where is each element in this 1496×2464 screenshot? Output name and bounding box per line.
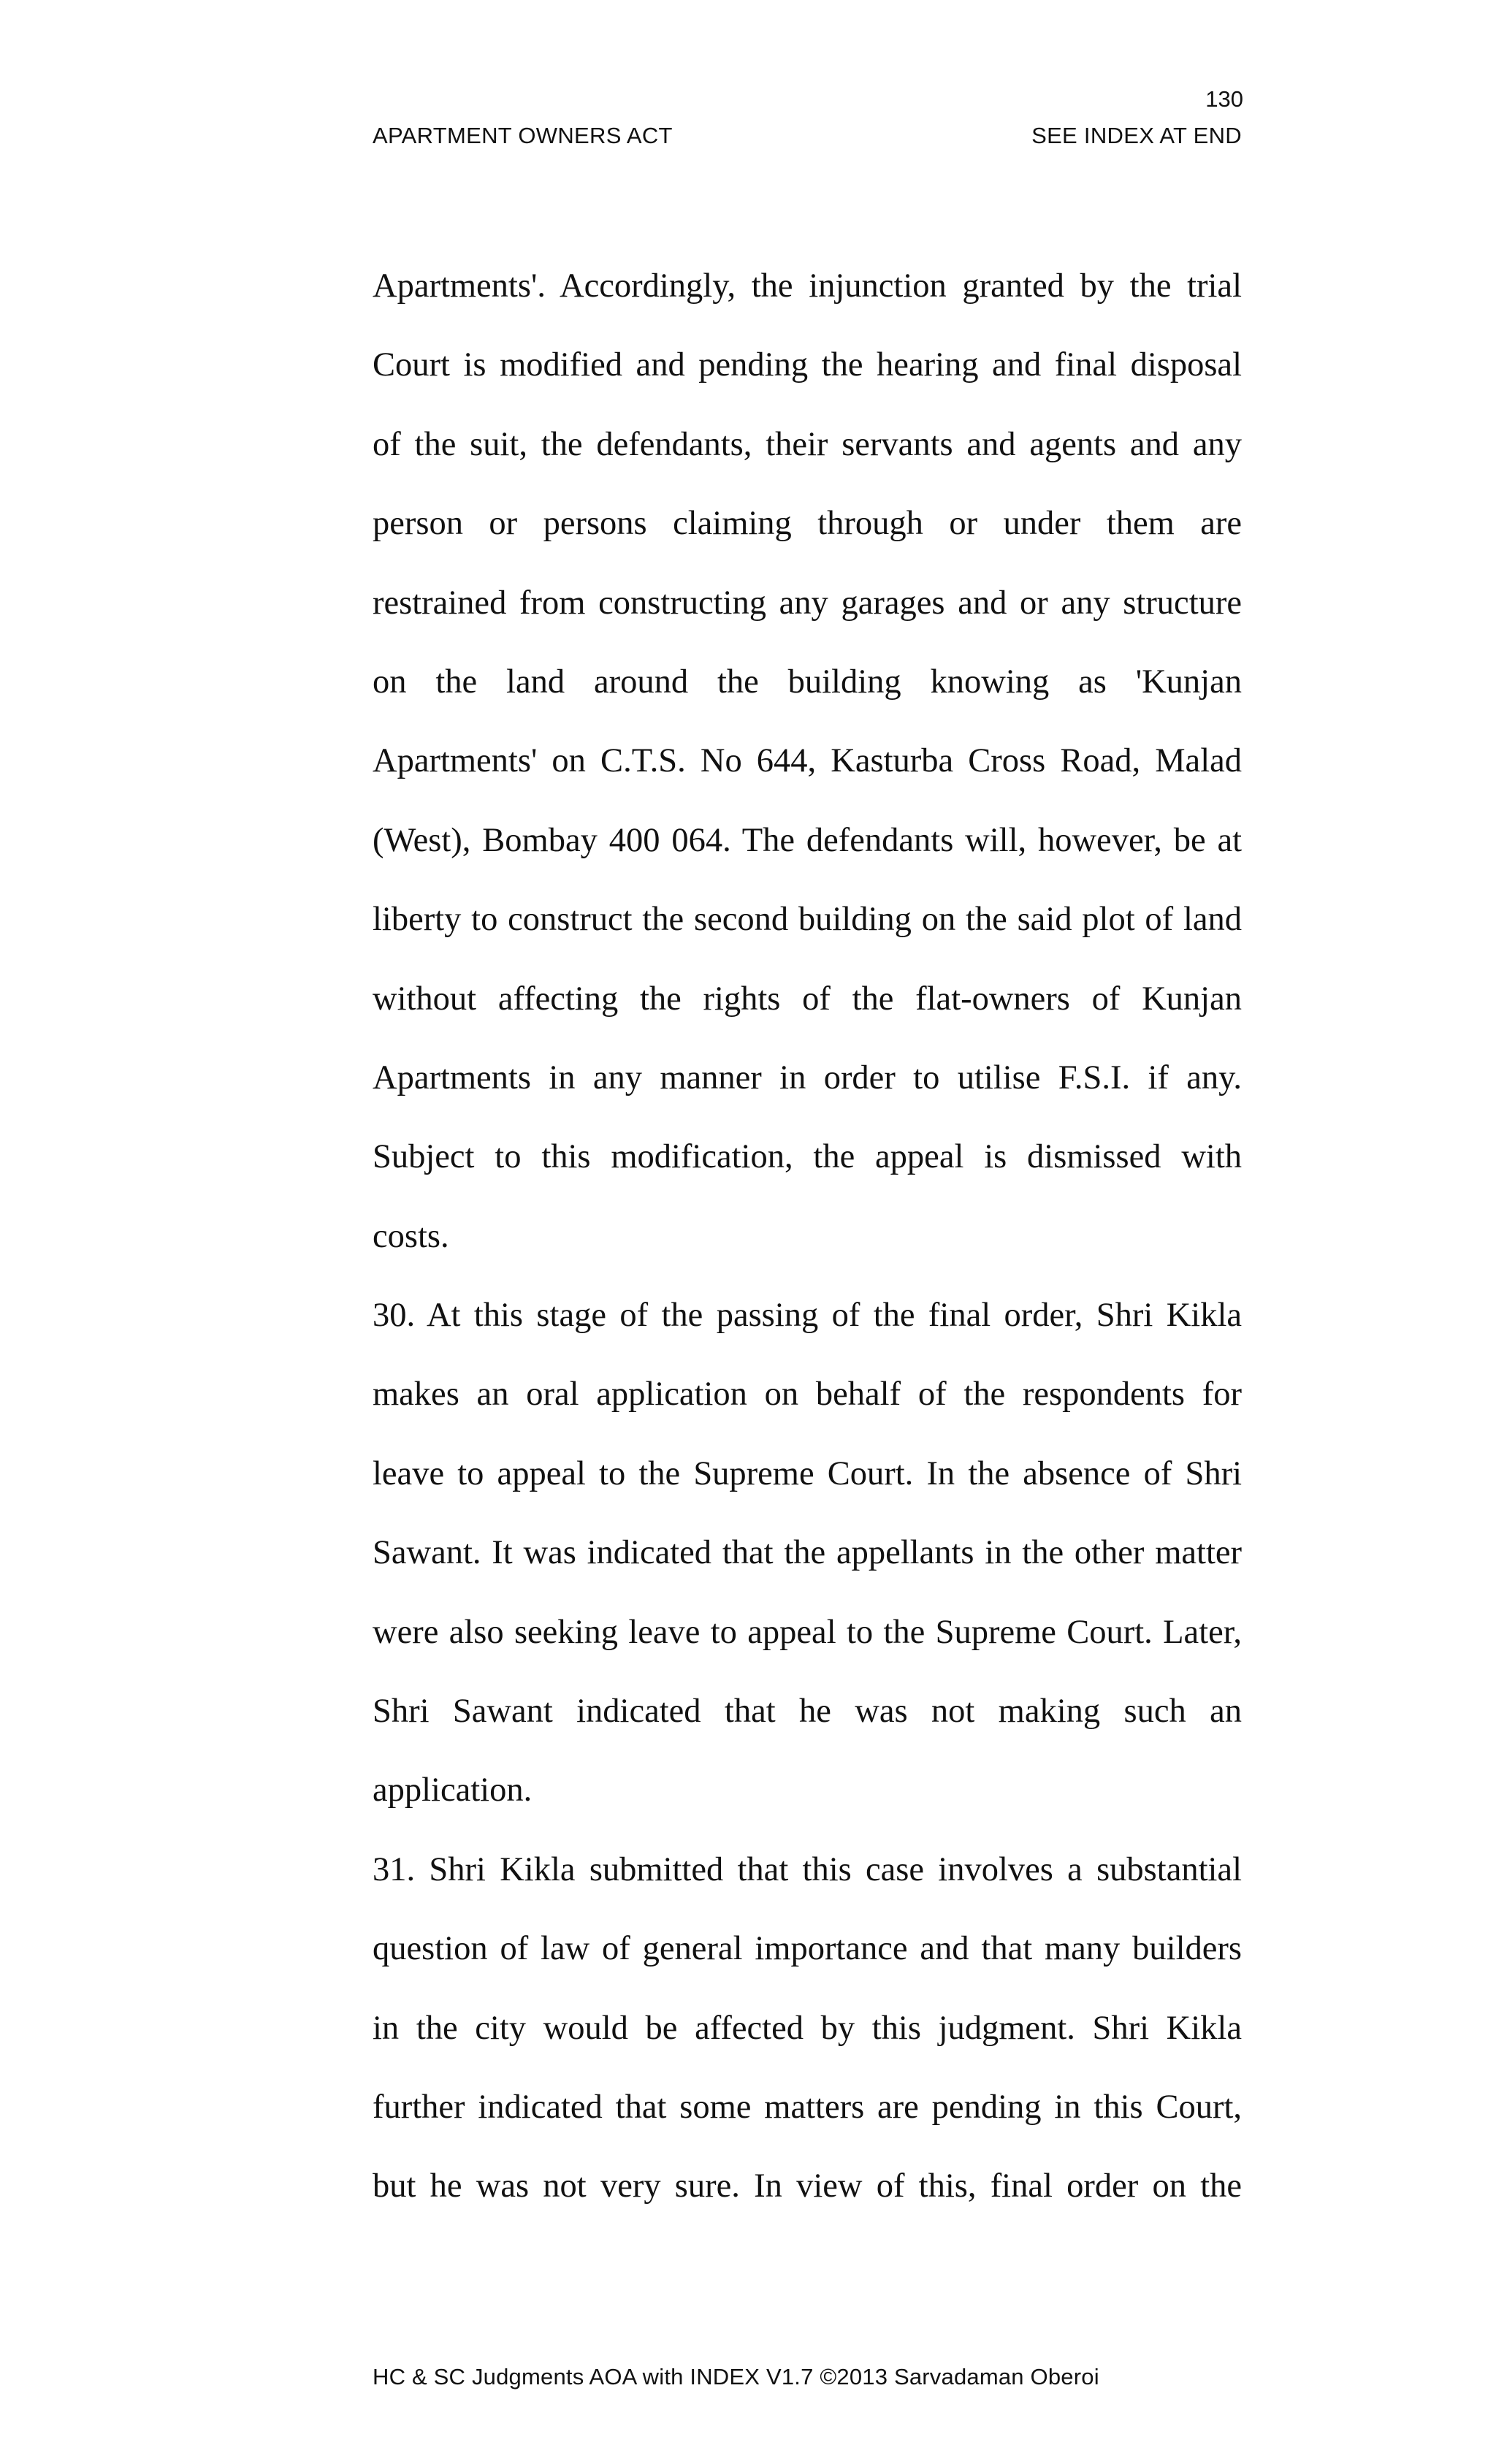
body-line: question of law of general importance and that many builders: [373, 1930, 1242, 1968]
body-line: restrained from constructing any garages and or any structure: [373, 584, 1242, 622]
paragraph-30-line: 30. At this stage of the passing of the final order, Shri Kikla: [373, 1297, 1242, 1335]
body-line: person or persons claiming through or under them are: [373, 505, 1242, 543]
body-line: without affecting the rights of the flat-owners of Kunjan: [373, 980, 1242, 1018]
footer-copyright: HC & SC Judgments AOA with INDEX V1.7 ©2013 Sarvadaman Oberoi: [373, 2364, 1099, 2389]
body-line: but he was not very sure. In view of this, final order on the: [373, 2167, 1242, 2205]
body-line: leave to appeal to the Supreme Court. In the absence of Shri: [373, 1454, 1242, 1492]
body-line: Shri Sawant indicated that he was not making such an: [373, 1693, 1242, 1731]
body-line: Apartments'. Accordingly, the injunction granted by the trial: [373, 267, 1242, 305]
body-line: were also seeking leave to appeal to the Supreme Court. Later,: [373, 1613, 1242, 1651]
body-line: Court is modified and pending the hearing and final disposal: [373, 346, 1242, 384]
body-line: Subject to this modification, the appeal is dismissed with: [373, 1138, 1242, 1176]
body-line: Apartments' on C.T.S. No 644, Kasturba Cross Road, Malad: [373, 742, 1242, 780]
body-line: application.: [373, 1771, 533, 1809]
running-header-title: APARTMENT OWNERS ACT: [373, 123, 673, 148]
body-line: of the suit, the defendants, their servants and agents and any: [373, 425, 1242, 463]
body-line: Apartments in any manner in order to utilise F.S.I. if any.: [373, 1059, 1242, 1096]
running-header-index-note: SEE INDEX AT END: [1031, 123, 1242, 148]
body-line: liberty to construct the second building on the said plot of land: [373, 901, 1242, 939]
body-line: makes an oral application on behalf of the respondents for: [373, 1376, 1242, 1414]
page-number: 130: [1205, 86, 1243, 112]
body-line: Sawant. It was indicated that the appellants in the other matter: [373, 1534, 1242, 1572]
body-line: costs.: [373, 1217, 449, 1255]
judgment-body-text: [373, 264, 1242, 2244]
body-line: further indicated that some matters are pending in this Court,: [373, 2088, 1242, 2126]
paragraph-31-line: 31. Shri Kikla submitted that this case involves a substantial: [373, 1850, 1242, 1888]
body-line: in the city would be affected by this judgment. Shri Kikla: [373, 2009, 1242, 2047]
body-line: (West), Bombay 400 064. The defendants will, however, be at: [373, 821, 1242, 859]
body-line: on the land around the building knowing as 'Kunjan: [373, 663, 1242, 701]
